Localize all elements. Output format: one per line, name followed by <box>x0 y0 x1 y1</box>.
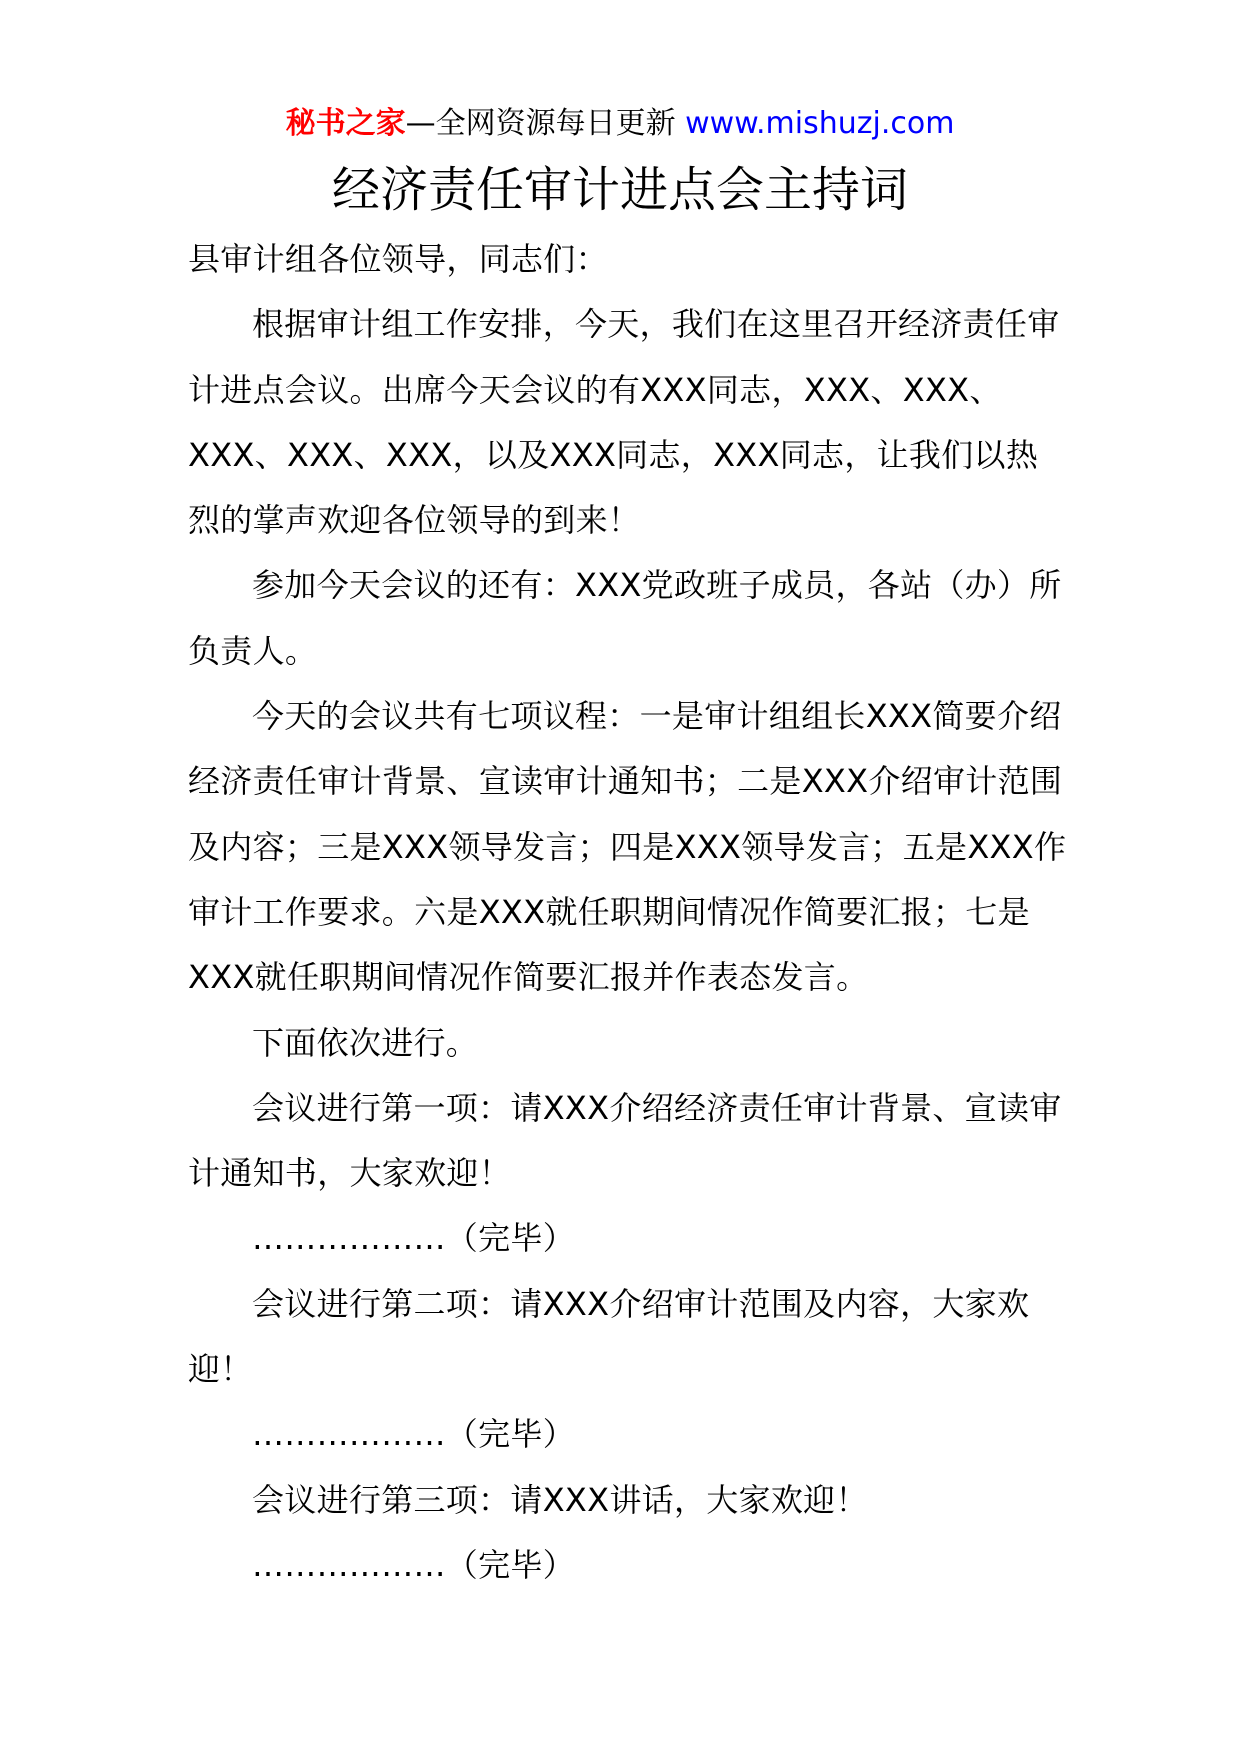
completion-mark: ………………（完毕） <box>252 1545 576 1584</box>
header-tagline: —全网资源每日更新 <box>405 106 686 141</box>
completion-mark: ………………（完毕） <box>252 1415 576 1454</box>
brand-name: 秘书之家 <box>285 106 406 141</box>
paragraph-attendees: 参加今天会议的还有：XXX党政班子成员，各站（办）所负责人。 <box>188 566 1062 670</box>
document-title: 经济责任审计进点会主持词 <box>331 162 908 218</box>
agenda-item-1: 会议进行第一项：请XXX介绍经济责任审计背景、宣读审计通知书，大家欢迎！ <box>188 1088 1062 1193</box>
document-body <box>188 227 1068 1598</box>
paragraph-agenda: 今天的会议共有七项议程：一是审计组组长XXX简要介绍经济责任审计背景、宣读审计通知书；二是XXX介绍审计范围及内容；三是XXX领导发言；四是XXX领导发言；五是XXX作审计工作要求。六是XXX就任职期间情况作简要汇报；七是XXX就任职期间情况作简要汇报并作表态发言。 <box>188 697 1067 997</box>
agenda-item-2: 会议进行第二项：请XXX介绍审计范围及内容，大家欢迎！ <box>188 1284 1030 1389</box>
salutation: 县审计组各位领导，同志们： <box>188 240 608 278</box>
agenda-item-3: 会议进行第三项：请XXX讲话，大家欢迎！ <box>252 1480 868 1519</box>
completion-mark: ………………（完毕） <box>252 1219 576 1258</box>
paragraph-proceed: 下面依次进行。 <box>252 1023 479 1062</box>
site-url: www.mishuzj.com <box>685 106 955 141</box>
site-header <box>0 100 1240 148</box>
paragraph-opening: 根据审计组工作安排，今天，我们在这里召开经济责任审计进点会议。出席今天会议的有XXX同志，XXX、XXX、XXX、XXX、XXX，以及XXX同志，XXX同志，让我们以热烈的掌声欢迎各位领导的到来！ <box>188 305 1060 540</box>
